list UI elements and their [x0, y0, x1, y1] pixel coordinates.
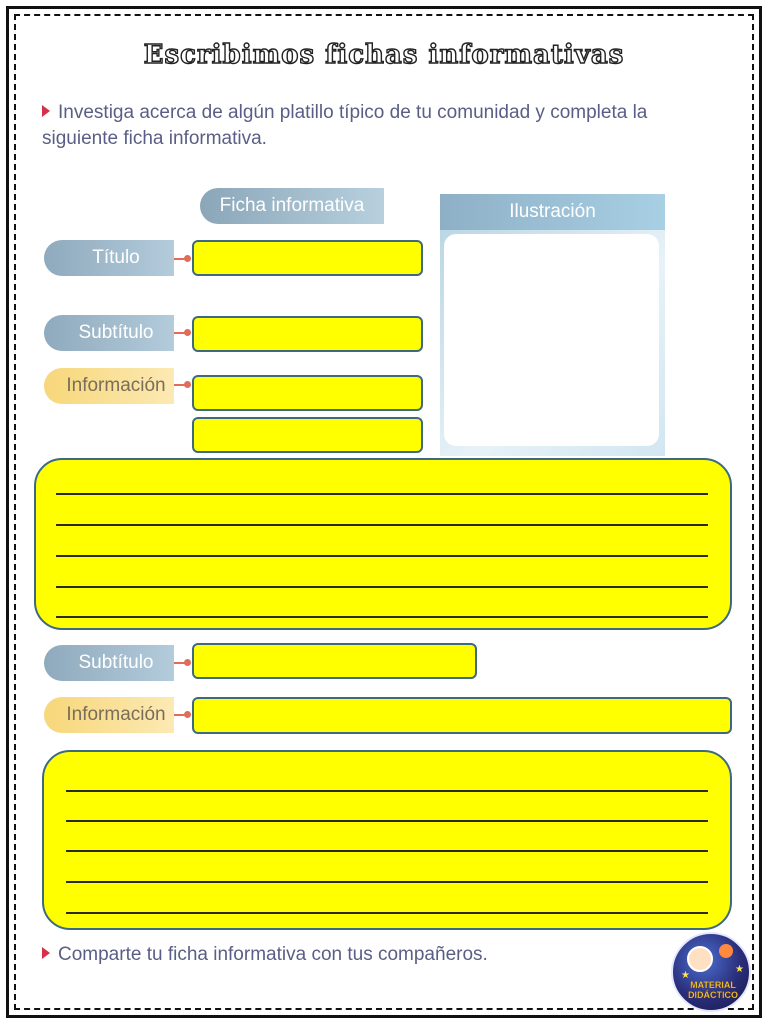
subtitulo-label-1: Subtítulo — [44, 315, 174, 351]
informacion-field-1b[interactable] — [192, 417, 423, 453]
writing-line — [66, 790, 708, 792]
astronaut-kid-icon — [687, 946, 713, 972]
writing-line — [56, 555, 708, 557]
writing-line — [56, 586, 708, 588]
star-icon: ★ — [681, 970, 690, 981]
planet-icon — [719, 944, 733, 958]
informacion-field-2[interactable] — [192, 697, 732, 734]
footer-text: Comparte tu ficha informativa con tus compañeros. — [58, 944, 488, 965]
writing-area-1[interactable] — [34, 458, 732, 630]
writing-line — [56, 493, 708, 495]
informacion-field-1a[interactable] — [192, 375, 423, 411]
titulo-label: Título — [44, 240, 174, 276]
titulo-field[interactable] — [192, 240, 423, 276]
writing-line — [56, 524, 708, 526]
writing-line — [66, 881, 708, 883]
subtitulo-connector-1 — [174, 332, 188, 334]
instruction-text: Investiga acerca de algún platillo típico de tu comunidad y completa la siguiente ficha informativa. — [42, 102, 648, 149]
star-icon: ★ — [735, 964, 744, 975]
page-title: Escribimos fichas informativas — [143, 40, 625, 70]
writing-area-2[interactable] — [42, 750, 732, 930]
illustration-box[interactable] — [444, 234, 659, 446]
subtitulo-label-2: Subtítulo — [44, 645, 174, 681]
writing-line — [66, 850, 708, 852]
informacion-label-1: Información — [44, 368, 174, 404]
logo-line-2: DIDÁCTICO — [688, 990, 738, 1000]
informacion-connector-2 — [174, 714, 188, 716]
writing-line — [56, 616, 708, 618]
subtitulo-field-2[interactable] — [192, 643, 477, 679]
triangle-bullet-icon — [42, 105, 50, 117]
illustration-header: Ilustración — [440, 194, 665, 230]
triangle-bullet-icon — [42, 947, 50, 959]
informacion-label-2: Información — [44, 697, 174, 733]
subtitulo-field-1[interactable] — [192, 316, 423, 352]
footer-note — [42, 944, 488, 966]
writing-line — [66, 820, 708, 822]
writing-line — [66, 912, 708, 914]
ficha-informativa-tab: Ficha informativa — [200, 188, 384, 224]
titulo-connector — [174, 258, 188, 260]
logo-text — [677, 980, 749, 1000]
logo-line-1: MATERIAL — [690, 980, 736, 990]
informacion-connector-1 — [174, 384, 188, 386]
material-didactico-logo — [671, 932, 751, 1012]
subtitulo-connector-2 — [174, 662, 188, 664]
instruction — [42, 100, 662, 152]
